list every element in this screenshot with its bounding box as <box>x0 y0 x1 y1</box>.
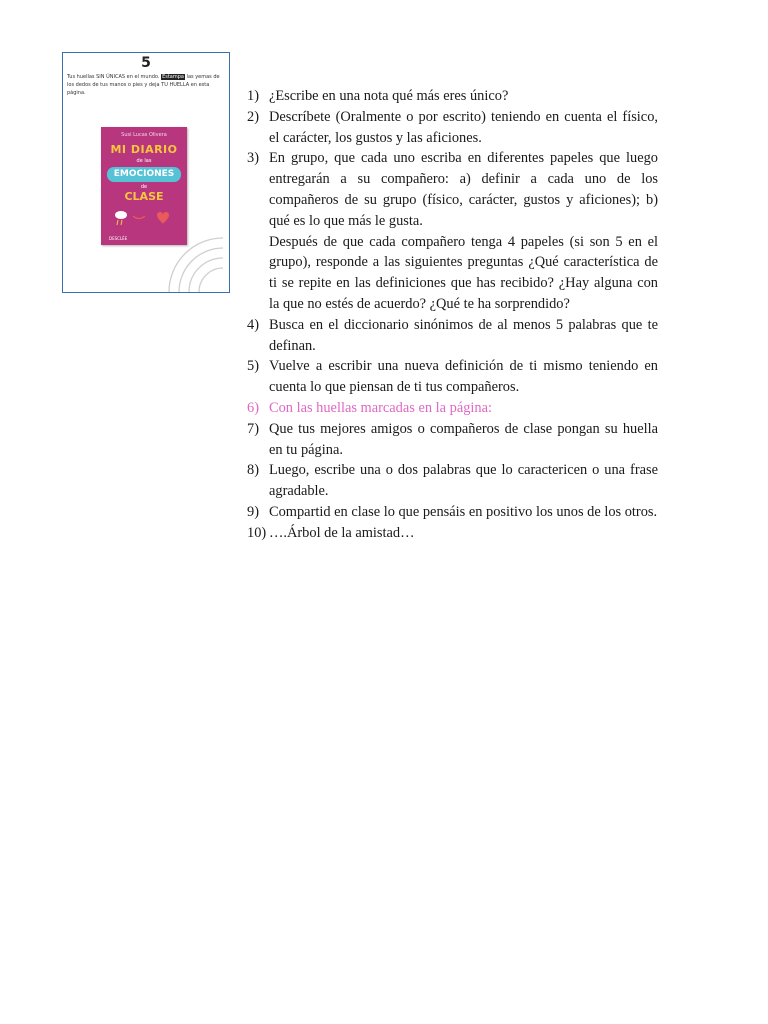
book-page-thumbnail <box>62 52 230 293</box>
book-title-line5: CLASE <box>124 190 164 203</box>
list-item: 8) Luego, escribe una o dos palabras que lo caractericen o una frase agradable. <box>247 462 658 500</box>
list-item: 3) En grupo, que cada uno escriba en diferentes papeles que luego entregarán a su compañero: a) definir a cada uno de los compañeros de su grupo (físico, carácter, gustos y aficiones); b) qué es lo que más le gusta. Después de que cada compañero tenga 4 papeles (si son 5 en el grupo), responde a las siguientes preguntas ¿Qué característica de ti se repite en las definiciones que has recibido? ¿Hay alguna con la que no estés de acuerdo? ¿Qué te ha sorprendido? <box>247 148 658 314</box>
instruction-part-3: las yemas de los dedos de tus manos o pies y deja TU HUELLA en esta página. <box>67 74 220 96</box>
activity-list <box>247 86 658 544</box>
instruction-part-1: Tus huellas SIN ÚNICAS en el mundo. <box>67 74 162 80</box>
book-title-line2: de las <box>136 158 152 164</box>
decorative-arcs-icon <box>163 232 229 292</box>
book-title-line4: de <box>140 184 148 190</box>
book-author: Susi Lucas Olivera <box>121 132 167 138</box>
book-cover <box>101 127 187 245</box>
list-item: 10) ….Árbol de la amistad… <box>247 524 415 541</box>
list-item-highlighted: 6) Con las huellas marcadas en la página: <box>247 399 492 416</box>
list-item: 7) Que tus mejores amigos o compañeros de clase pongan su huella en tu página. <box>247 420 658 458</box>
list-item: 2) Descríbete (Oralmente o por escrito) teniendo en cuenta el físico, el carácter, los gustos y las aficiones. <box>247 108 658 146</box>
list-item: 1) ¿Escribe en una nota qué más eres único? <box>247 88 509 104</box>
book-title-line1: MI DIARIO <box>110 143 178 156</box>
list-item: 9) Compartid en clase lo que pensáis en positivo los unos de los otros. <box>247 503 658 520</box>
page-number: 5 <box>141 55 151 71</box>
book-publisher: DESCLÉE <box>109 236 128 241</box>
list-item-subtext: Después de que cada compañero tenga 4 papeles (si son 5 en el grupo), responde a las siguientes preguntas ¿Qué característica de ti se repite en las definiciones que has recibido? ¿Hay alguna con la que no estés de acuerdo? ¿Qué te ha sorprendido? <box>269 233 658 312</box>
thumbnail-instruction <box>67 73 225 97</box>
list-item: 5) Vuelve a escribir una nueva definición de ti mismo teniendo en cuenta lo que piensan de ti tus compañeros. <box>247 358 658 396</box>
instruction-highlight: Estampa <box>162 74 184 80</box>
list-item: 4) Busca en el diccionario sinónimos de al menos 5 palabras que te definan. <box>247 316 658 354</box>
heart-cloud-illustration-icon <box>113 207 175 227</box>
book-title-line3: EMOCIONES <box>107 167 181 182</box>
